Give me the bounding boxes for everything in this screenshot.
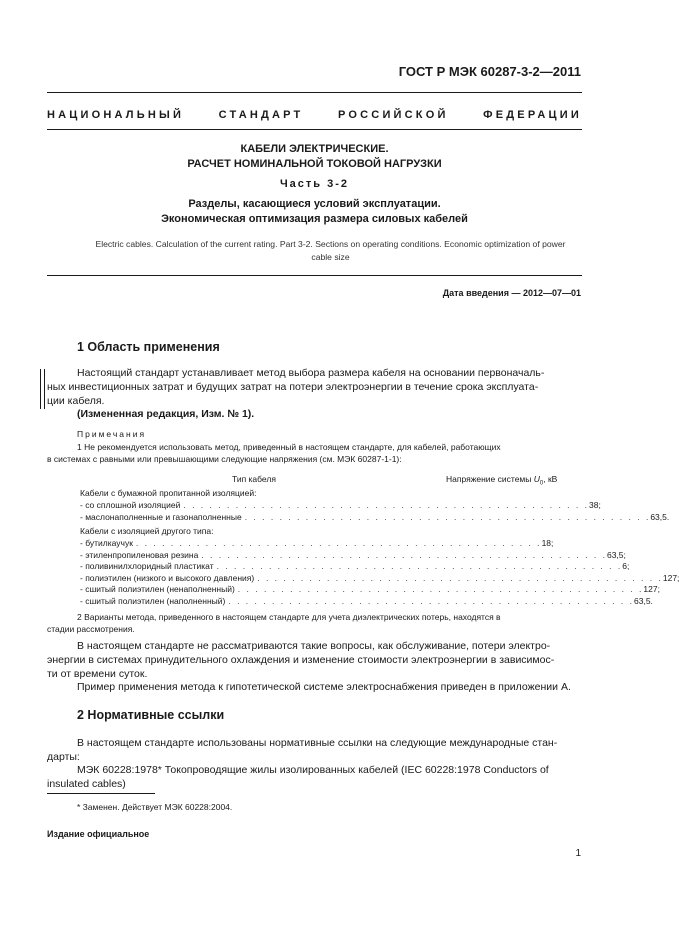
header-rule [47, 92, 582, 93]
footnote-rule [47, 793, 155, 794]
note-1-line-2: в системах с равными или превышающими следующие напряжения (см. МЭК 60287-1-1): [47, 454, 402, 464]
reference-item-line-2: insulated cables) [47, 778, 126, 790]
section-1-heading: 1 Область применения [77, 340, 220, 354]
reference-item-line-1: МЭК 60228:1978* Токопроводящие жилы изолированных кабелей (IEC 60228:1978 Conductors of [77, 764, 549, 776]
scope-paragraph-line-1: Настоящий стандарт устанавливает метод выбора размера кабеля на основании первоначаль- [77, 367, 545, 379]
scope-paragraph-line-2: ных инвестиционных затрат и будущих затрат на потери электроэнергии в течение срока эксплуата- [47, 381, 539, 393]
table-group-paper-rows [80, 500, 670, 523]
exclusions-paragraph-line-2: энергии в системах принудительного охлаждения и изменение стоимости электроэнергии в зависимос- [47, 654, 555, 666]
english-title-line-1: Electric cables. Calculation of the current rating. Part 3-2. Sections on operating conditions. Economic optimization of power [95, 239, 566, 249]
table-row: - поливинилхлоридный пластикат . . . . . . . . . . . . . . . . . . . . . . . . . . . . . . . . . . . . . . . . . . . . . . . 6; [80, 561, 630, 571]
subtitle-line-2: Экономическая оптимизация размера силовых кабелей [161, 213, 468, 225]
national-word: НАЦИОНАЛЬНЫЙ [47, 109, 185, 121]
note-1-line-1: 1 Не рекомендуется использовать метод, приведенный в настоящем стандарте, для кабелей, работающих [77, 442, 501, 452]
table-group-other-rows [80, 538, 679, 607]
note-2-line-1: 2 Варианты метода, приведенного в настоящем стандарте для учета диэлектрических потерь, находятся в [77, 612, 501, 622]
national-standard-line [47, 109, 582, 121]
note-2-line-2: стадии рассмотрения. [47, 624, 135, 634]
amendment-note: (Измененная редакция, Изм. № 1). [77, 408, 255, 420]
national-word: РОССИЙСКОЙ [338, 109, 449, 121]
scope-paragraph-line-3: ции кабеля. [47, 395, 105, 407]
title-line-1: КАБЕЛИ ЭЛЕКТРИЧЕСКИЕ. [240, 143, 389, 155]
table-row: - бутилкаучук . . . . . . . . . . . . . . . . . . . . . . . . . . . . . . . . . . . . . . . . . . . . . . . 18; [80, 538, 554, 548]
national-word: СТАНДАРТ [218, 109, 304, 121]
title-bottom-rule [47, 275, 582, 276]
table-row: - сшитый полиэтилен (наполненный) . . . . . . . . . . . . . . . . . . . . . . . . . . . . . . . . . . . . . . . . . . . . . . . 63,5. [80, 595, 653, 606]
table-row: - маслонаполненные и газонаполненные . . . . . . . . . . . . . . . . . . . . . . . . . . . . . . . . . . . . . . . . . . . . . . . 63,5. [80, 511, 670, 522]
table-row: - сшитый полиэтилен (ненаполненный) . . . . . . . . . . . . . . . . . . . . . . . . . . . . . . . . . . . . . . . . . . . . . . . 127; [80, 584, 660, 594]
table-group-other: Кабели с изоляцией другого типа: [80, 526, 214, 536]
exclusions-paragraph-line-1: В настоящем стандарте не рассматриваются такие вопросы, как обслуживание, потери электро- [77, 640, 551, 652]
document-number: ГОСТ Р МЭК 60287-3-2—2011 [398, 64, 581, 79]
footnote: * Заменен. Действует МЭК 60228:2004. [77, 802, 233, 812]
table-header-cable-type: Тип кабеля [232, 474, 276, 484]
table-group-paper: Кабели с бумажной пропитанной изоляцией: [80, 488, 257, 498]
exclusions-paragraph-line-3: ти от времени суток. [47, 668, 148, 680]
references-paragraph-line-2: дарты: [47, 751, 80, 763]
table-row: - полиэтилен (низкого и высокого давления) . . . . . . . . . . . . . . . . . . . . . . . . . . . . . . . . . . . . . . . . . . . . . . . 127; [80, 572, 679, 583]
title-rule [47, 129, 582, 130]
example-paragraph: Пример применения метода к гипотетической системе электроснабжения приведен в приложении А. [77, 681, 571, 693]
title-line-2: РАСЧЕТ НОМИНАЛЬНОЙ ТОКОВОЙ НАГРУЗКИ [187, 158, 442, 170]
part-label: Часть 3-2 [279, 178, 350, 190]
introduction-date: Дата введения — 2012—07—01 [442, 288, 581, 298]
national-word: ФЕДЕРАЦИИ [483, 109, 582, 121]
table-row: - со сплошной изоляцией . . . . . . . . . . . . . . . . . . . . . . . . . . . . . . . . . . . . . . . . . . . . . . . 38; [80, 500, 601, 510]
subtitle-line-1: Разделы, касающиеся условий эксплуатации. [188, 198, 441, 210]
notes-label: Примечания [77, 429, 147, 439]
official-edition-label: Издание официальное [47, 829, 150, 839]
section-2-heading: 2 Нормативные ссылки [77, 708, 225, 722]
page-number: 1 [575, 848, 581, 859]
table-row: - этиленпропиленовая резина . . . . . . . . . . . . . . . . . . . . . . . . . . . . . . . . . . . . . . . . . . . . . . . 63,5; [80, 549, 626, 560]
change-bar [40, 369, 41, 409]
english-title-line-2: cable size [311, 252, 350, 262]
change-bar [44, 369, 45, 409]
table-header-voltage: Напряжение системы $U_0$, кВ [446, 474, 558, 487]
references-paragraph-line-1: В настоящем стандарте использованы нормативные ссылки на следующие международные стан- [77, 737, 558, 749]
